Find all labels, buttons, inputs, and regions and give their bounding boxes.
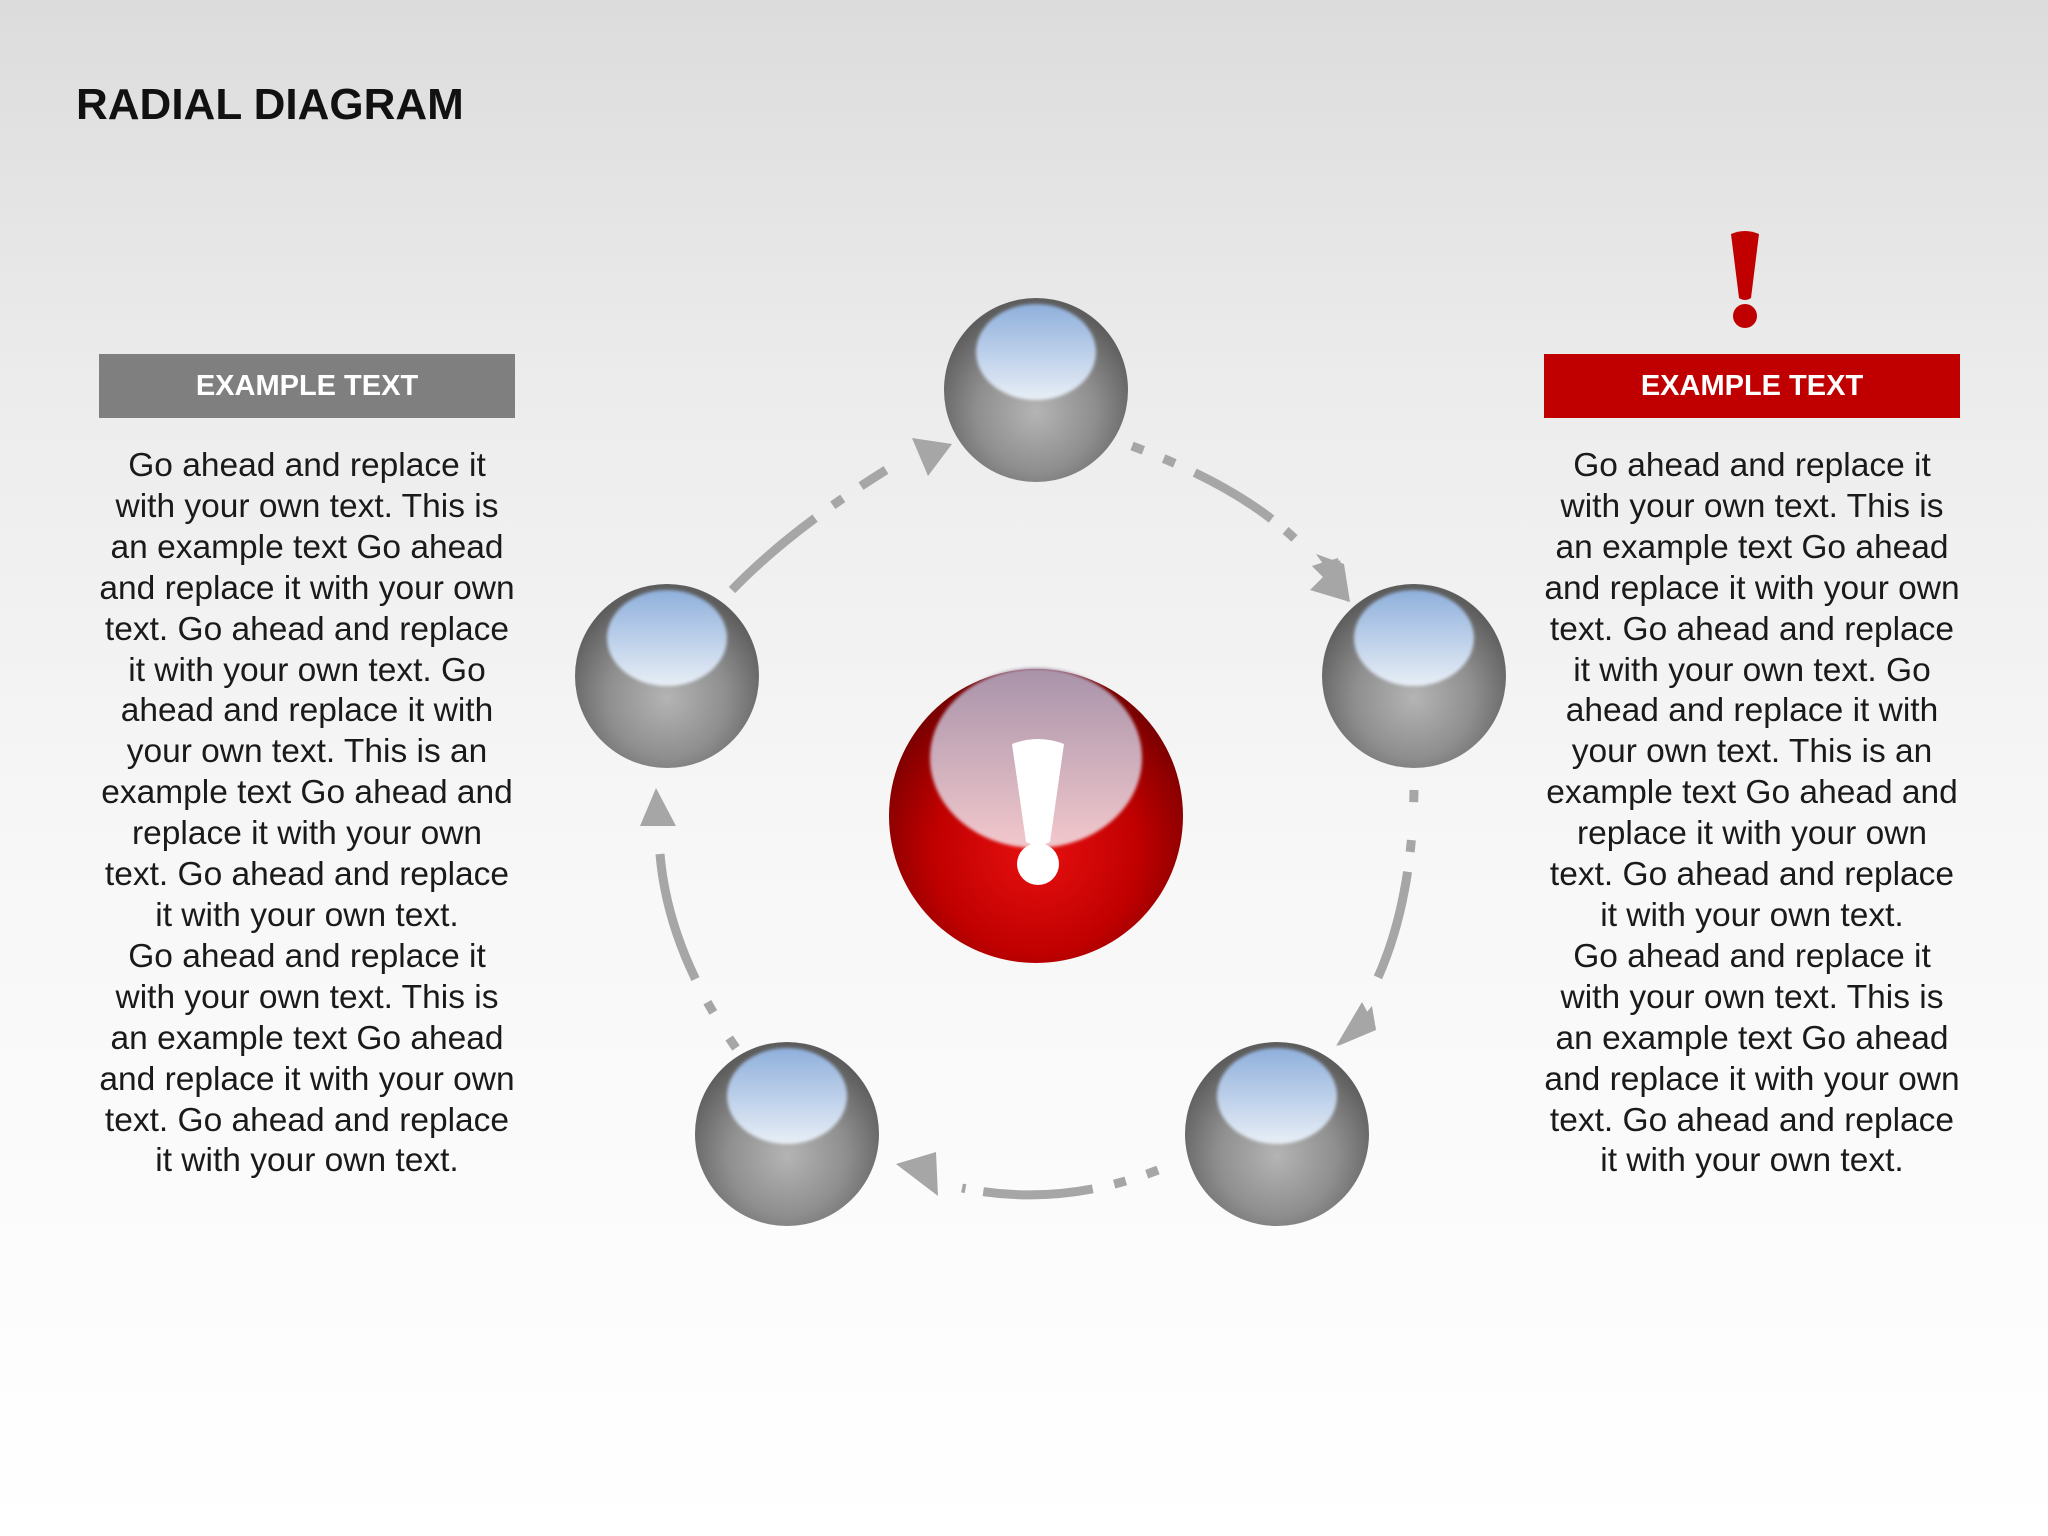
right-paragraph-1: Go ahead and replace it with your own text. This is an example text Go ahead and replace it with your own text. Go ahead and replace it with your own text. Go ahead and replace it with your own text. This is an example text Go ahead and replace it with your own text. Go ahead and replace it with your own text.	[1544, 447, 1960, 934]
arrow-head-left	[640, 788, 676, 826]
left-paragraph-2: Go ahead and replace it with your own text. This is an example text Go ahead and replace it with your own text. Go ahead and replace it with your own text.	[99, 937, 515, 1180]
arc-bottom-right-to-bottom-left	[962, 1170, 1158, 1195]
node-top	[944, 298, 1128, 482]
arrow-head-bottom	[896, 1152, 938, 1196]
node-bottom-left	[695, 1042, 879, 1226]
node-left	[575, 584, 759, 768]
arc-bottom-left-to-left	[660, 854, 736, 1048]
left-paragraph-1: Go ahead and replace it with your own text. This is an example text Go ahead and replace it with your own text. Go ahead and replace it with your own text. Go ahead and replace it with your own text. This is an example text Go ahead and replace it with your own text. Go ahead and replace it with your own text.	[99, 447, 515, 934]
arc-top-to-right	[1132, 446, 1306, 550]
arc-right-to-bottom-right	[1372, 790, 1414, 990]
arrow-head-top	[912, 438, 952, 476]
center-node	[889, 668, 1183, 963]
right-paragraph-2: Go ahead and replace it with your own text. This is an example text Go ahead and replace it with your own text. Go ahead and replace it with your own text.	[1544, 937, 1960, 1180]
left-header: EXAMPLE TEXT	[99, 354, 515, 418]
right-header: EXAMPLE TEXT	[1544, 354, 1960, 418]
arc-left-to-top	[732, 470, 886, 590]
page-title: RADIAL DIAGRAM	[76, 80, 464, 129]
node-bottom-right	[1185, 1042, 1369, 1226]
node-right	[1322, 584, 1506, 768]
